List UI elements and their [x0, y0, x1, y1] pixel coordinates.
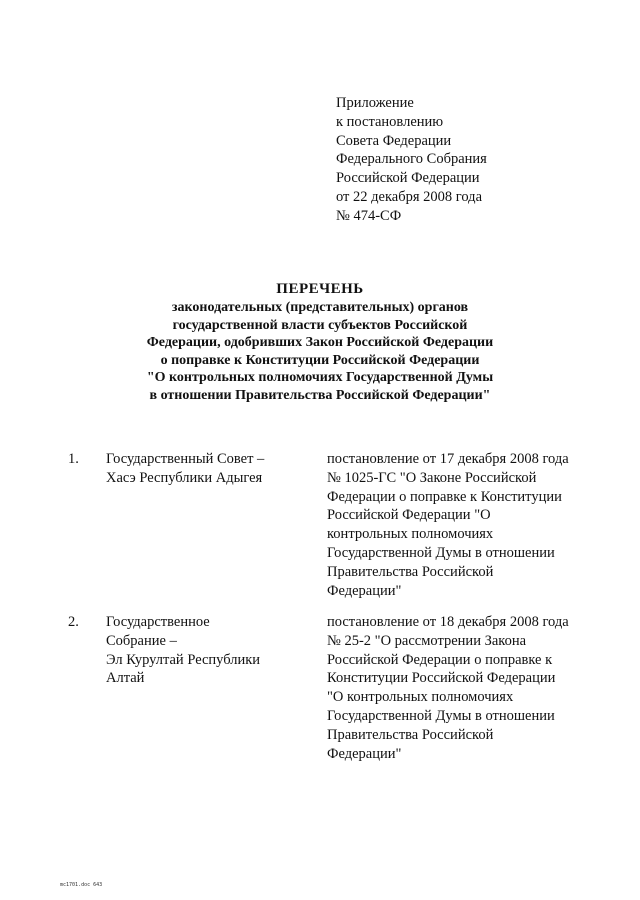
document-title: ПЕРЕЧЕНЬ: [276, 281, 364, 297]
footer-file-code: mc1701.doc 643: [60, 882, 103, 888]
entry-number: 1.: [68, 451, 79, 467]
entry-body-name: Государственный Совет – Хасэ Республики Адыгея: [106, 451, 265, 486]
document-title-block: [0, 279, 640, 405]
entry-decision: постановление от 18 декабря 2008 года № 25-2 "О рассмотрении Закона Российской Федерации о поправке к Конституции Российской Федерации "О контрольных полномочиях Государственной Думы в отношении Правительства Российской Федерации": [327, 614, 569, 762]
entry-number: 2.: [68, 614, 79, 630]
document-subtitle: законодательных (представительных) органов государственной власти субъектов Российской Федерации, одобривших Закон Российской Федерации о поправке к Конституции Российской Федерации "О контрольных полномочиях Государственной Думы в отношении Правительства Российской Федерации": [146, 300, 494, 403]
entry-body-name: Государственное Собрание – Эл Курултай Республики Алтай: [106, 614, 261, 687]
entry-decision: постановление от 17 декабря 2008 года № 1025-ГС "О Законе Российской Федерации о поправке к Конституции Российской Федерации "О контрольных полномочиях Государственной Думы в отношении Правительства Российской Федерации": [327, 451, 569, 599]
appendix-reference: Приложение к постановлению Совета Федерации Федерального Собрания Российской Федерации от 22 декабря 2008 года № 474-СФ: [336, 95, 487, 224]
